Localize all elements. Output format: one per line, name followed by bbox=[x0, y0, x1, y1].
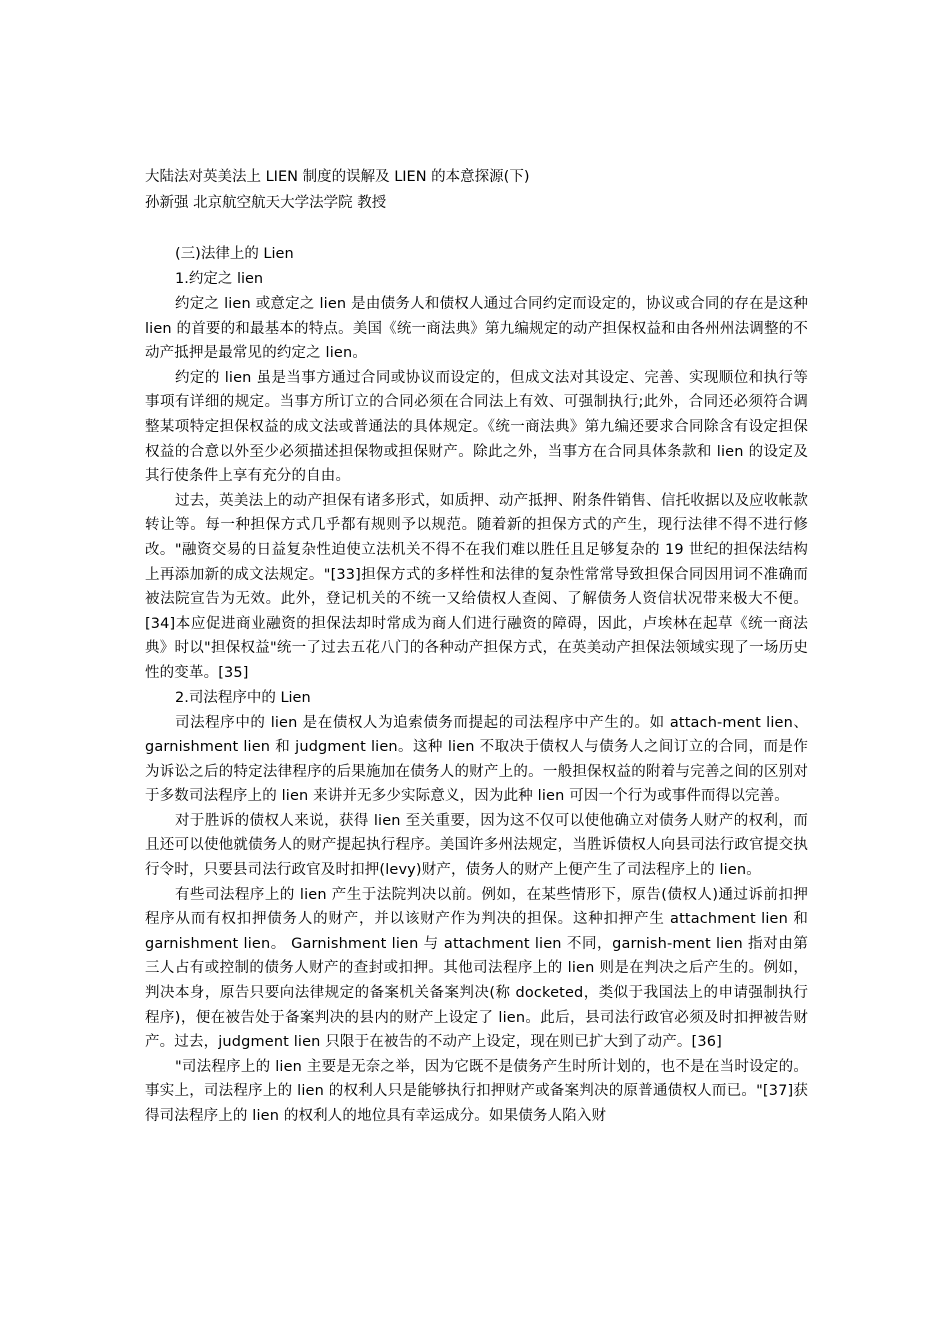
author-line: 孙新强 北京航空航天大学法学院 教授 bbox=[145, 195, 387, 211]
section-heading: (三)法律上的 Lien bbox=[175, 246, 294, 262]
subsection-heading-2: 2.司法程序中的 Lien bbox=[175, 689, 311, 706]
subsection-heading-1: 1.约定之 lien bbox=[175, 271, 264, 287]
paragraph: 对于胜诉的债权人来说，获得 lien 至关重要，因为这不仅可以使他确立对债务人财产的权利，而且还可以使他就债务人的财产提起执行程序。美国许多州法规定，当胜诉债权人向县司法行政官提交执行令时，只要县司法行政官及时扣押(levy)财产，债务人的财产上便产生了司法程序上的 lien。 bbox=[145, 812, 808, 879]
paragraph: 司法程序中的 lien 是在债权人为追索债务而提起的司法程序中产生的。如 attach-ment lien、garnishment lien 和 judgment lien。这种 lien 不取决于债权人与债务人之间订立的合同，而是作为诉讼之后的特定法律程序的后果施加在债务人的财产上的。一般担保权益的附着与完善之间的区别对于多数司法程序上的 lien 来讲并无多少实际意义，因为此种 lien 可因一个行为或事件而得以完善。 bbox=[145, 714, 808, 805]
paragraph: 过去，英美法上的动产担保有诸多形式，如质押、动产抵押、附条件销售、信托收据以及应收帐款转让等。每一种担保方式几乎都有规则予以规范。随着新的担保方式的产生，现行法律不得不进行修改。"融资交易的日益复杂性迫使立法机关不得不在我们难以胜任且足够复杂的 19 世纪的担保法结构上再添加新的成文法规定。"[33]担保方式的多样性和法律的复杂性常常导致担保合同因用词不准确而被法院宣告为无效。此外，登记机关的不统一又给债权人查阅、了解债务人资信状况带来极大不便。[34]本应促进商业融资的担保法却时常成为商人们进行融资的障碍，因此，卢埃林在起草《统一商法典》时以"担保权益"统一了过去五花八门的各种动产担保方式，在英美动产担保法领域实现了一场历史性的变革。[35] bbox=[145, 492, 808, 681]
document-page bbox=[145, 164, 808, 1129]
blank-line bbox=[145, 216, 808, 242]
paragraph: 约定之 lien 或意定之 lien 是由债务人和债权人通过合同约定而设定的，协议或合同的存在是这种 lien 的首要的和最基本的特点。美国《统一商法典》第九编规定的动产担保权益和由各州州法调整的不动产抵押是最常见的约定之 lien。 bbox=[145, 296, 808, 362]
paragraph: 有些司法程序上的 lien 产生于法院判决以前。例如，在某些情形下，原告(债权人)通过诉前扣押程序从而有权扣押债务人的财产，并以该财产作为判决的担保。这种扣押产生 attachment lien 和 garnishment lien。 Garnishment lien 与 attachment lien 不同，garnish-ment lien 指对由第三人占有或控制的债务人财产的查封或扣押。其他司法程序上的 lien 则是在判决之后产生的。例如，判决本身，原告只要向法律规定的备案机关备案判决(称 docketed，类似于我国法上的申请强制执行程序)，便在被告处于备案判决的县内的财产上设定了 lien。此后，县司法行政官必须及时扣押被告财产。过去，judgment lien 只限于在被告的不动产上设定，现在则已扩大到了动产。[36] bbox=[145, 886, 808, 1051]
document-title: 大陆法对英美法上 LIEN 制度的误解及 LIEN 的本意探源(下) bbox=[145, 169, 530, 185]
paragraph: 约定的 lien 虽是当事方通过合同或协议而设定的，但成文法对其设定、完善、实现顺位和执行等事项有详细的规定。当事方所订立的合同必须在合同法上有效、可强制执行;此外，合同还必须符合调整某项特定担保权益的成文法或普通法的具体规定。《统一商法典》第九编还要求合同除含有设定担保权益的合意以外至少必须描述担保物或担保财产。除此之外，当事方在合同具体条款和 lien 的设定及其行使条件上享有充分的自由。 bbox=[145, 369, 808, 485]
paragraph: "司法程序上的 lien 主要是无奈之举，因为它既不是债务产生时所计划的，也不是在当时设定的。事实上，司法程序上的 lien 的权利人只是能够执行扣押财产或备案判决的原普通债权人而已。"[37]获得司法程序上的 lien 的权利人的地位具有幸运成分。如果债务人陷入财 bbox=[145, 1058, 808, 1124]
